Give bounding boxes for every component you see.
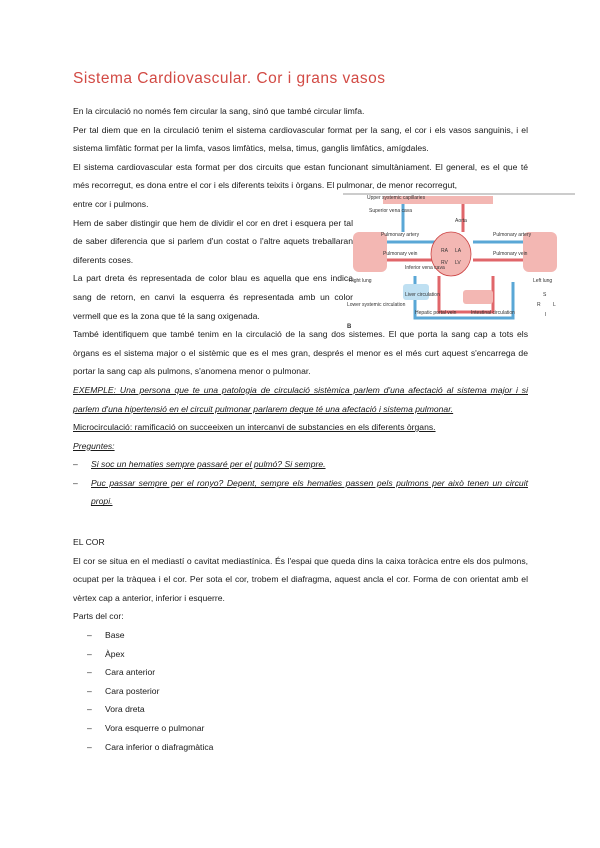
svg-text:R: R [537, 302, 541, 308]
paragraph: Per tal diem que en la circulació tenim el sistema cardiovascular format per la sang, el cor i els vasos sanguinis, i el sistema limfàtic format per la limfa, vasos limfàtics, melsa, timus, ganglis limfàtics, amígdales. [73, 124, 528, 154]
list-item: – Vora dreta [87, 704, 145, 715]
paragraph: entre cor i pulmons. [73, 198, 149, 209]
paragraph: També identifiquem que també tenim en la circulació de la sang dos sistemes. El que porta la sang cap a tots els òrgans es el sistema major o el sistèmic que es el mes gran, després el menor es el més curt aquest s'encarrega de portar la sang cap als pulmons, s'anomena menor o pulmonar. [73, 329, 528, 377]
svg-text:S: S [543, 292, 547, 298]
document-page [73, 70, 528, 756]
svg-text:Left lung: Left lung [533, 278, 553, 284]
svg-text:Aorta: Aorta [455, 218, 467, 224]
svg-text:LA: LA [455, 248, 462, 254]
svg-text:Inferior vena cava: Inferior vena cava [405, 265, 445, 271]
svg-text:Liver circulation: Liver circulation [405, 292, 440, 298]
svg-text:Right lung: Right lung [349, 278, 372, 284]
example-paragraph: EXEMPLE: Una persona que te una patologia de circulació sistèmica parlem d'una afectació al sistema major i si parlem d'una hipertensió en el circuit pulmonar parlarem deque té una afectació i sistema pulmonar. [73, 384, 528, 414]
svg-text:Hepatic portal vein: Hepatic portal vein [415, 310, 457, 316]
section-heading: EL COR [73, 537, 105, 548]
svg-text:Intestinal circulation: Intestinal circulation [471, 310, 515, 316]
svg-text:I: I [545, 312, 547, 318]
right-lung [353, 232, 387, 272]
svg-text:Pulmonary artery: Pulmonary artery [493, 232, 532, 238]
svg-text:RA: RA [441, 248, 448, 254]
page-title: Sistema Cardiovascular. Cor i grans vasos [73, 70, 386, 87]
svg-text:Upper systemic capillaries: Upper systemic capillaries [367, 195, 426, 201]
svg-text:RV: RV [441, 260, 448, 266]
list-item: – Base [87, 630, 125, 641]
question-item: – Puc passar sempre per el ronyo? Depent, sempre els hematies passen pels pulmons per això tenen un circuit propi. [73, 477, 528, 507]
list-item: – Vora esquerre o pulmonar [87, 723, 205, 733]
intestine [463, 290, 493, 304]
svg-text:B: B [347, 324, 352, 330]
svg-text:Pulmonary vein: Pulmonary vein [493, 251, 528, 257]
paragraph: El sistema cardiovascular esta format per dos circuits que estan funcionant simultàniament. El general, es el que té més recorregut, es dona entre el cor i els diferents teixits i òrgans. El pulmonar, de menor recorregut, [73, 161, 528, 191]
list-item: – Àpex [87, 648, 125, 659]
parts-heading: Parts del cor: [73, 611, 124, 622]
left-lung [523, 232, 557, 272]
circulation-diagram [343, 192, 575, 334]
paragraph: La part dreta és representada de color blau es aquella que ens indica sang de retorn, en canvi la esquerra és representada amb un color vermell que es la zona que té la sang oxigenada. [73, 273, 353, 321]
svg-text:L: L [553, 302, 556, 308]
svg-text:Lower systemic circulation: Lower systemic circulation [347, 302, 406, 308]
paragraph: Hem de saber distingir que hem de dividir el cor en dret i esquera per tal de saber diferencia que si parlem d'un costat o l'altre aquets treballaran diferents coses. [73, 217, 353, 265]
microcirculation-paragraph: Microcirculació: ramificació on succeeixen un intercanvi de substancies en els diferents òrgans. [73, 422, 436, 433]
list-item: – Cara posterior [87, 685, 160, 696]
questions-heading: Preguntes: [73, 440, 115, 451]
paragraph: En la circulació no només fem circular la sang, sinó que també circular limfa. [73, 106, 365, 116]
svg-text:Pulmonary artery: Pulmonary artery [381, 232, 420, 238]
list-item: – Cara anterior [87, 667, 156, 678]
svg-text:LV: LV [455, 260, 461, 266]
question-item: – Si soc un hematies sempre passaré per el pulmó? Si sempre. [73, 459, 326, 470]
list-item: – Cara inferior o diafragmàtica [87, 741, 214, 752]
svg-text:Superior vena cava: Superior vena cava [369, 208, 413, 214]
svg-text:Pulmonary vein: Pulmonary vein [383, 251, 418, 257]
paragraph: El cor se situa en el mediastí o cavitat mediastínica. És l'espai que queda dins la caixa toràcica entre els dos pulmons, ocupat per la tràquea i el cor. Per sota el cor, trobem el diafragma, aquest ancla el cor. Forma de con orientat amb el vèrtex cap a anterior, inferior i esquerre. [73, 555, 528, 603]
